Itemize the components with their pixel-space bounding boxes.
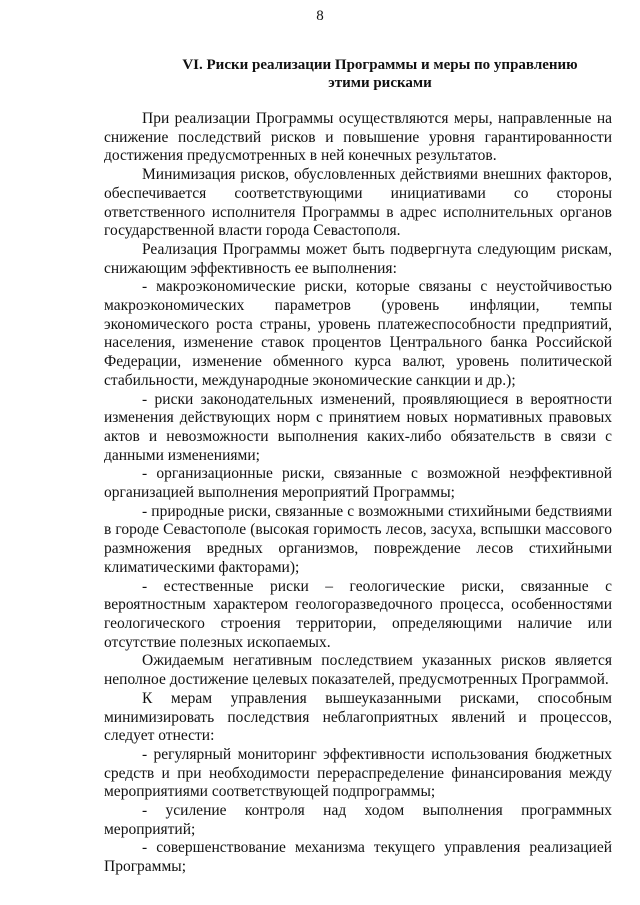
paragraph-minimization: Минимизация рисков, обусловленных действиями внешних факторов, обеспечивается соответствующими инициативами со стороны ответственного исполнителя Программы в адрес исполнительных органов государственной власти города Севастополя. xyxy=(104,166,612,240)
list-item-legislative: - риски законодательных изменений, проявляющиеся в вероятности изменения действующих норм с принятием новых нормативных правовых актов и невозможности выполнения каких-либо обязательств в связи с данными изменениями; xyxy=(104,390,612,464)
page-number: 8 xyxy=(316,8,324,24)
list-item-natural: - природные риски, связанные с возможными стихийными бедствиями в городе Севастополе (высокая горимость лесов, засуха, вспышки массового размножения вредных организмов, повреждение лесов стихийными климатическими факторами); xyxy=(104,502,612,576)
paragraph-consequences: Ожидаемым негативным последствием указанных рисков является неполное достижение целевых показателей, предусмотренных Программой. xyxy=(104,652,612,689)
section-title: VI. Риски реализации Программы и меры по управлению этими рисками xyxy=(182,57,578,91)
paragraph-measures-intro: К мерам управления вышеуказанными рисками, способным минимизировать последствия неблагоприятных явлений и процессов, следует отнести: xyxy=(104,689,612,745)
paragraph-risks-intro: Реализация Программы может быть подвергнута следующим рискам, снижающим эффективность ее выполнения: xyxy=(104,240,612,277)
list-item-monitoring: - регулярный мониторинг эффективности использования бюджетных средств и при необходимости перераспределение финансирования между мероприятиями соответствующей подпрограммы; xyxy=(104,745,612,801)
list-item-macroeconomic: - макроэкономические риски, которые связаны с неустойчивостью макроэкономических параметров (уровень инфляции, темпы экономического роста страны, уровень платежеспособности предприятий, населения, изменение ставок процентов Центрального банка Российской Федерации, изменение обменного курса валют, уровень политической стабильности, международные экономические санкции и др.); xyxy=(104,278,612,389)
paragraph-intro: При реализации Программы осуществляются меры, направленные на снижение последствий рисков и повышение уровня гарантированности достижения предусмотренных в ней конечных результатов. xyxy=(104,110,612,165)
list-item-management: - совершенствование механизма текущего управления реализацией Программы; xyxy=(104,839,612,876)
list-item-control: - усиление контроля над ходом выполнения программных мероприятий; xyxy=(104,802,612,838)
list-item-geological: - естественные риски – геологические риски, связанные с вероятностным характером геологоразведочного процесса, особенностями геологического строения территории, определяющими наличие или отсутствие полезных ископаемых. xyxy=(104,577,612,651)
body-text xyxy=(104,110,612,877)
list-item-organizational: - организационные риски, связанные с возможной неэффективной организацией выполнения мероприятий Программы; xyxy=(104,465,612,502)
